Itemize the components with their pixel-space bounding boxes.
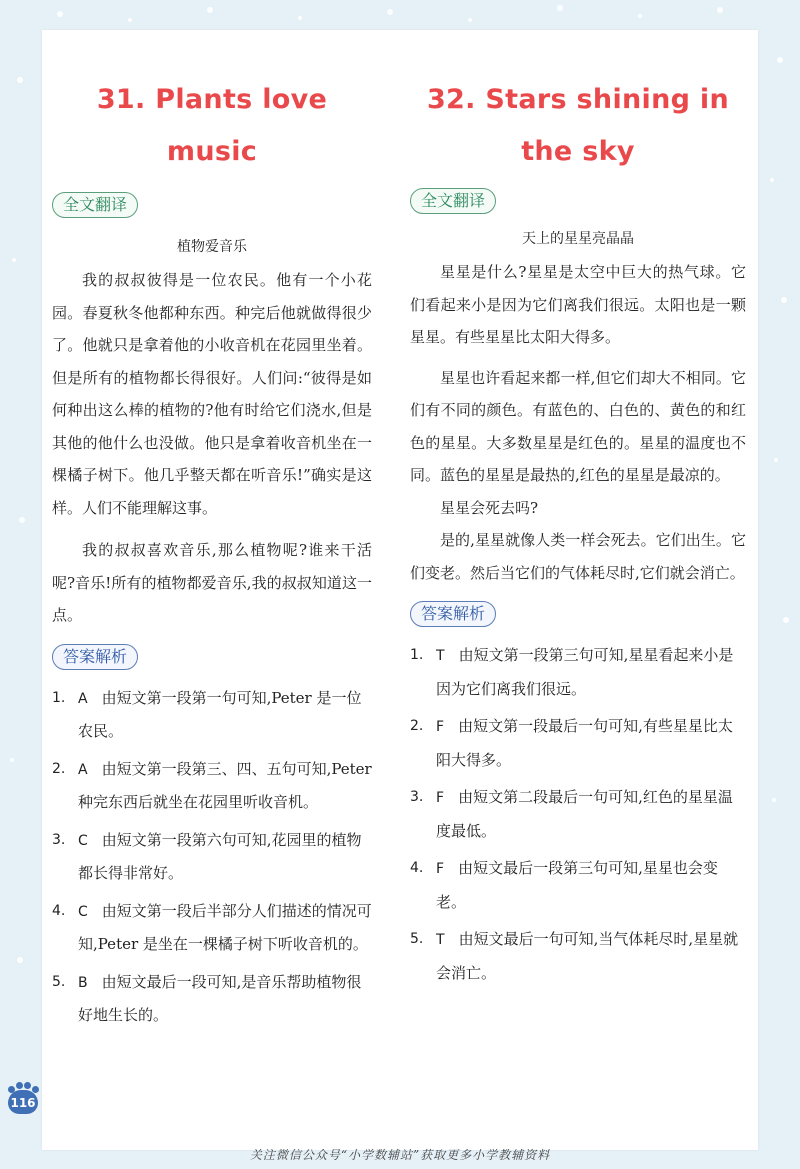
right-paragraph-4: 是的,星星就像人类一样会死去。它们出生。它们变老。然后当它们的气体耗尽时,它们就会消亡。 — [410, 531, 746, 582]
left-analysis-badge: 答案解析 — [52, 644, 138, 670]
left-answer-list — [52, 682, 372, 1032]
right-paragraph-3: 星星会死去吗? — [440, 498, 539, 517]
right-answer-3: 3. F 由短文第二段最后一句可知,红色的星星温度最低。 — [410, 788, 733, 840]
right-translation-badge: 全文翻译 — [410, 188, 496, 214]
right-answer-2: 2. F 由短文第一段最后一句可知,有些星星比太阳大得多。 — [410, 717, 733, 769]
right-answer-4: 4. F 由短文最后一段第三句可知,星星也会变老。 — [410, 859, 718, 911]
left-translation-badge: 全文翻译 — [52, 192, 138, 218]
right-paragraph-1: 星星是什么?星星是太空中巨大的热气球。它们看起来小是因为它们离我们很远。太阳也是一颗星星。有些星星比太阳大得多。 — [410, 263, 746, 346]
page-number-paw-badge — [6, 1086, 40, 1114]
footer-note: 关注微信公众号“小学数辅站”获取更多小学教辅资料 — [249, 1148, 551, 1162]
right-heading: 32. Stars shining in the sky — [426, 84, 730, 167]
right-answer-list — [410, 639, 746, 989]
left-paragraph-2: 我的叔叔喜欢音乐,那么植物呢?谁来干活呢?音乐!所有的植物都爱音乐,我的叔叔知道这一点。 — [52, 541, 372, 624]
left-answer-1: 1. A 由短文第一段第一句可知,Peter 是一位农民。 — [52, 688, 362, 740]
left-column — [52, 30, 372, 1037]
right-answer-5: 5. T 由短文最后一句可知,当气体耗尽时,星星就会消亡。 — [410, 930, 739, 982]
right-paragraph-2: 星星也许看起来都一样,但它们却大不相同。它们有不同的颜色。有蓝色的、白色的、黄色的和红色的星星。大多数星星是红色的。星星的温度也不同。蓝色的星星是最热的,红色的星星是最凉的。 — [410, 368, 746, 484]
left-answer-2: 2. A 由短文第一段第三、四、五句可知,Peter 种完东西后就坐在花园里听收音机。 — [52, 759, 372, 811]
left-chinese-title: 植物爱音乐 — [177, 239, 247, 255]
page — [42, 30, 758, 1150]
right-column — [410, 30, 746, 994]
left-paragraph-1: 我的叔叔彼得是一位农民。他有一个小花园。春夏秋冬他都种东西。种完后他就做得很少了。他就只是拿着他的小收音机在花园里坐着。但是所有的植物都长得很好。人们问:“彼得是如何种出这么棒的植物的?他有时给它们浇水,但是其他的他什么也没做。他只是拿着收音机坐在一棵橘子树下。他几乎整天都在听音乐!”确实是这样。人们不能理解这事。 — [52, 271, 372, 517]
left-heading: 31. Plants love music — [96, 84, 328, 167]
left-answer-5: 5. B 由短文最后一段可知,是音乐帮助植物很好地生长的。 — [52, 972, 362, 1024]
right-analysis-badge: 答案解析 — [410, 601, 496, 627]
left-answer-4: 4. C 由短文第一段后半部分人们描述的情况可知,Peter 是坐在一棵橘子树下听收音机的。 — [52, 901, 372, 953]
left-answer-3: 3. C 由短文第一段第六句可知,花园里的植物都长得非常好。 — [52, 830, 362, 882]
right-chinese-title: 天上的星星亮晶晶 — [522, 231, 634, 247]
right-answer-1: 1. T 由短文第一段第三句可知,星星看起来小是因为它们离我们很远。 — [410, 646, 734, 698]
page-number: 116 — [10, 1096, 36, 1110]
